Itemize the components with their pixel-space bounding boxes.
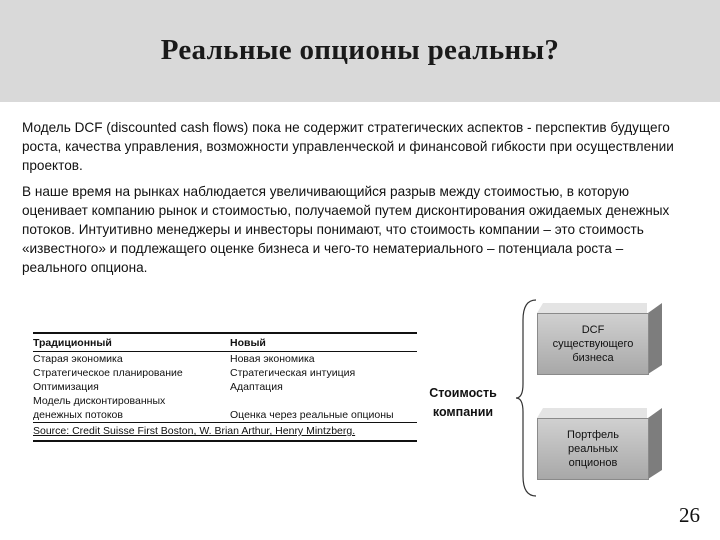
column-header-new: Новый (230, 337, 266, 349)
table-row (33, 352, 417, 366)
dcf-box (537, 303, 663, 385)
box-text-line: DCF (581, 324, 605, 336)
table-source: Source: Credit Suisse First Boston, W. Brian Arthur, Henry Mintzberg. (33, 425, 356, 437)
table-cell (230, 394, 417, 408)
body-text (22, 118, 690, 284)
table-source-row (33, 423, 417, 442)
options-portfolio-box-label (537, 418, 649, 480)
box-text-line: опционов (568, 457, 618, 469)
box-side-face (648, 408, 662, 489)
box-text-line: существующего (552, 338, 634, 350)
table-row (33, 380, 417, 394)
paragraph-dcf: Модель DCF (discounted cash flows) пока не содержит стратегических аспектов - перспектив будущего роста, качества управления, возможности управленческой и финансовой гибкости при осуществлении проектов. (22, 120, 674, 173)
table-row (33, 366, 417, 380)
table-cell: Стратегическое планирование (33, 367, 183, 379)
company-value-label (412, 384, 514, 422)
table-cell: Старая экономика (33, 353, 123, 365)
table-header-row (33, 334, 417, 352)
column-header-traditional: Традиционный (33, 337, 112, 349)
table-cell: Оценка через реальные опционы (230, 409, 394, 421)
table-cell: Стратегическая интуиция (230, 367, 356, 379)
curly-brace (516, 298, 538, 498)
box-side-face (648, 303, 662, 384)
box-text-line: Портфель (567, 429, 619, 441)
slide-title: Реальные опционы реальны? (160, 34, 560, 66)
table-row (33, 408, 417, 423)
table-cell: денежных потоков (33, 409, 123, 421)
company-value-line: компании (432, 405, 494, 419)
table-cell: Модель дисконтированных (33, 395, 166, 407)
comparison-table (33, 332, 417, 442)
box-top-face (537, 303, 647, 313)
page-number: 26 (679, 503, 700, 527)
dcf-box-label (537, 313, 649, 375)
options-portfolio-box (537, 408, 663, 490)
paragraph-market-gap: В наше время на рынках наблюдается увеличивающийся разрыв между стоимостью, в которую оценивает компанию рынок и стоимостью, получаемой путем дисконтирования ожидаемых денежных потоков. Интуитивно менеджеры и инвесторы понимают, что стоимость компании – это стоимость «известного» и подлежащего оценке бизнеса и чего-то нематериального – потенциала роста – реального опциона. (22, 184, 670, 275)
table-cell: Новая экономика (230, 353, 315, 365)
company-value-line: Стоимость (429, 386, 497, 400)
table-cell: Оптимизация (33, 381, 99, 393)
box-text-line: бизнеса (572, 352, 614, 364)
table-row (33, 394, 417, 408)
box-top-face (537, 408, 647, 418)
table-cell: Адаптация (230, 381, 283, 393)
box-text-line: реальных (568, 443, 618, 455)
